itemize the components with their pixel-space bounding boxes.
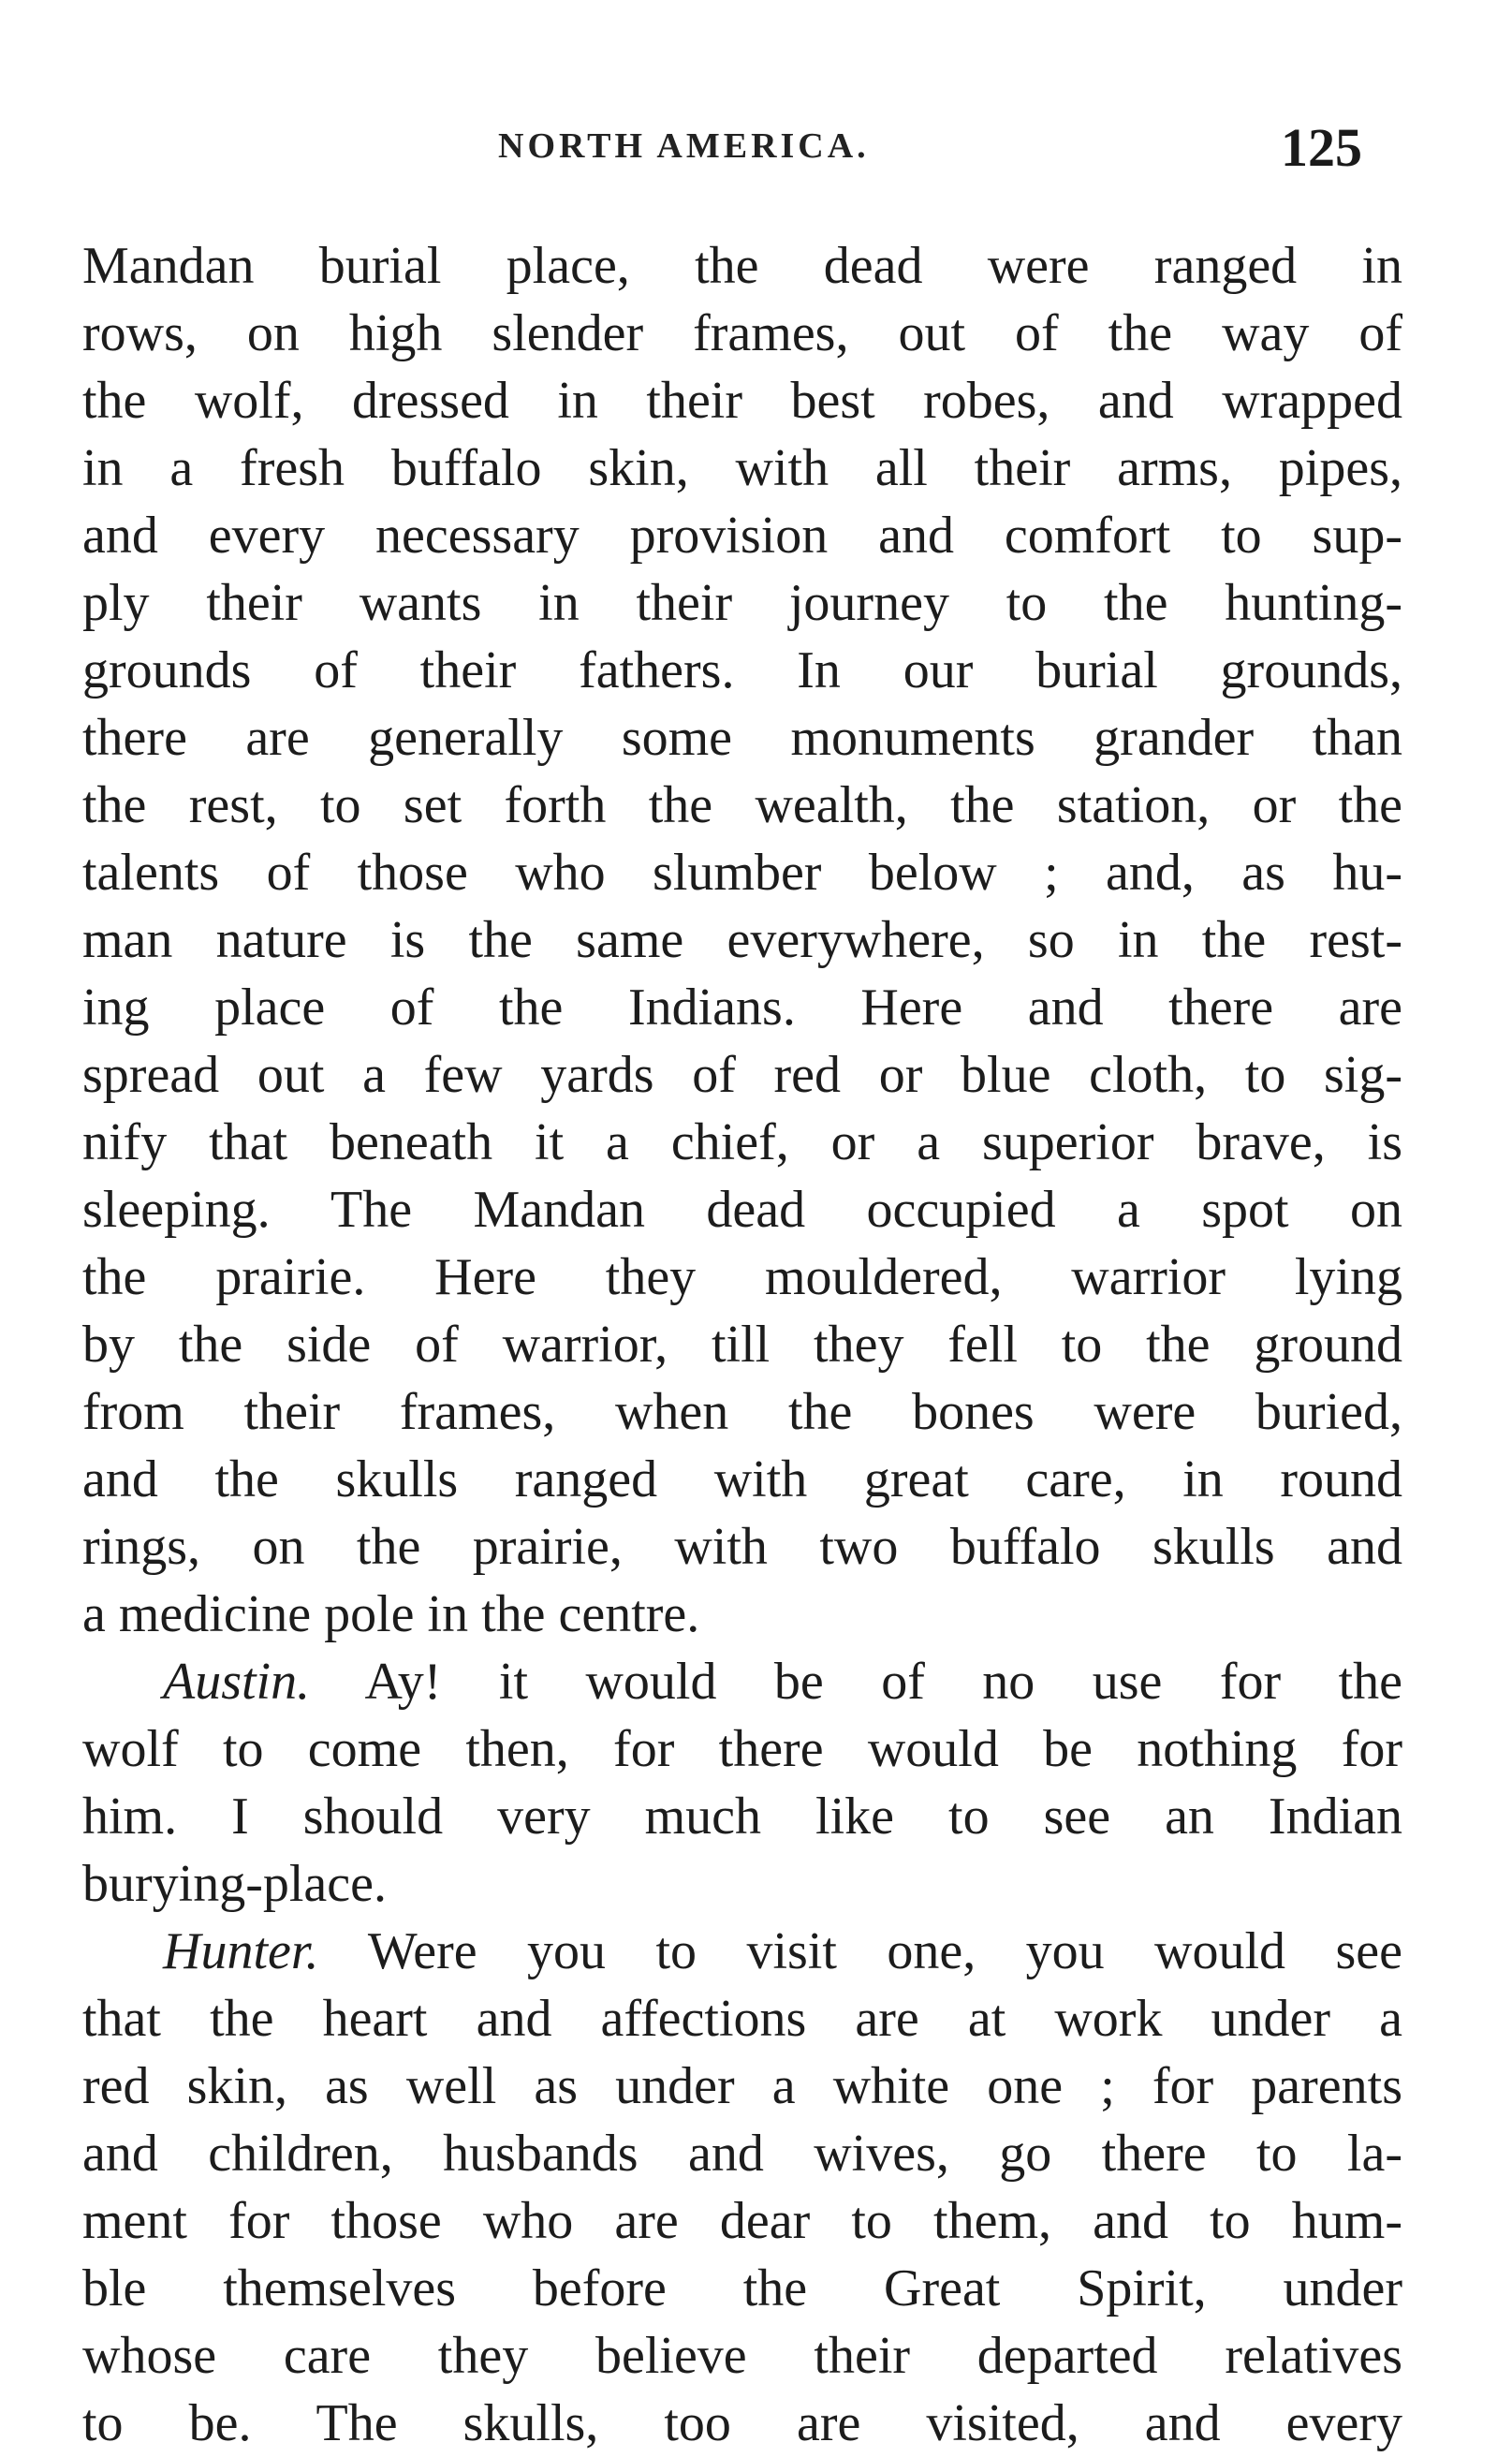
text-line: ble themselves before the Great Spirit, under — [82, 2259, 1402, 2317]
text-line: spread out a few yards of red or blue cloth, to sig- — [82, 1046, 1402, 1104]
dialogue-line-hunter — [82, 1918, 1402, 1985]
text-line: in a fresh buffalo skin, with all their arms, pipes, — [82, 439, 1402, 497]
page-number: 125 — [1281, 117, 1362, 178]
running-title: NORTH AMERICA. — [498, 126, 870, 166]
text-line: sleeping. The Mandan dead occupied a spot on — [82, 1181, 1402, 1239]
text-line: Mandan burial place, the dead were ranged in — [82, 237, 1402, 295]
text-line: talents of those who slumber below ; and, as hu- — [82, 844, 1402, 902]
body-text — [82, 232, 1402, 2457]
dialogue-line-austin — [82, 1648, 1402, 1715]
text-line: red skin, as well as under a white one ; for parents — [82, 2057, 1402, 2115]
text-line: whose care they believe their departed relatives — [82, 2327, 1402, 2385]
text-line: grounds of their fathers. In our burial grounds, — [82, 641, 1402, 699]
text-line: wolf to come then, for there would be nothing for — [82, 1720, 1402, 1778]
text-line: the prairie. Here they mouldered, warrior lying — [82, 1248, 1402, 1306]
text-line: ply their wants in their journey to the hunting- — [82, 574, 1402, 632]
text-line: by the side of warrior, till they fell to the ground — [82, 1316, 1402, 1374]
text-line: there are generally some monuments grander than — [82, 709, 1402, 767]
text-line: ing place of the Indians. Here and there are — [82, 978, 1402, 1037]
text-line: the wolf, dressed in their best robes, and wrapped — [82, 372, 1402, 430]
text-line: and the skulls ranged with great care, in round — [82, 1450, 1402, 1508]
text-line: rows, on high slender frames, out of the way of — [82, 304, 1402, 362]
text-line: burying-place. — [82, 1855, 387, 1913]
text-line: to be. The skulls, too are visited, and every — [82, 2394, 1402, 2452]
running-head — [75, 117, 1386, 185]
dialogue-text: Were you to visit one, you would see — [367, 1922, 1402, 1980]
text-line: and children, husbands and wives, go there to la- — [82, 2125, 1402, 2183]
text-line: rings, on the prairie, with two buffalo skulls and — [82, 1518, 1402, 1576]
speaker-name-hunter: Hunter. — [163, 1922, 319, 1980]
text-line: from their frames, when the bones were buried, — [82, 1383, 1402, 1441]
speaker-name-austin: Austin. — [163, 1653, 311, 1711]
dialogue-text: Ay! it would be of no use for the — [364, 1653, 1402, 1711]
text-line: ment for those who are dear to them, and to hum- — [82, 2192, 1402, 2250]
text-line: and every necessary provision and comfort to sup- — [82, 507, 1402, 565]
text-line: that the heart and affections are at work under a — [82, 1990, 1402, 2048]
text-line: man nature is the same everywhere, so in the rest- — [82, 911, 1402, 969]
text-line: nify that beneath it a chief, or a superior brave, is — [82, 1113, 1402, 1171]
text-line: him. I should very much like to see an Indian — [82, 1788, 1402, 1846]
text-line: the rest, to set forth the wealth, the station, or the — [82, 776, 1402, 834]
text-line: a medicine pole in the centre. — [82, 1585, 700, 1643]
